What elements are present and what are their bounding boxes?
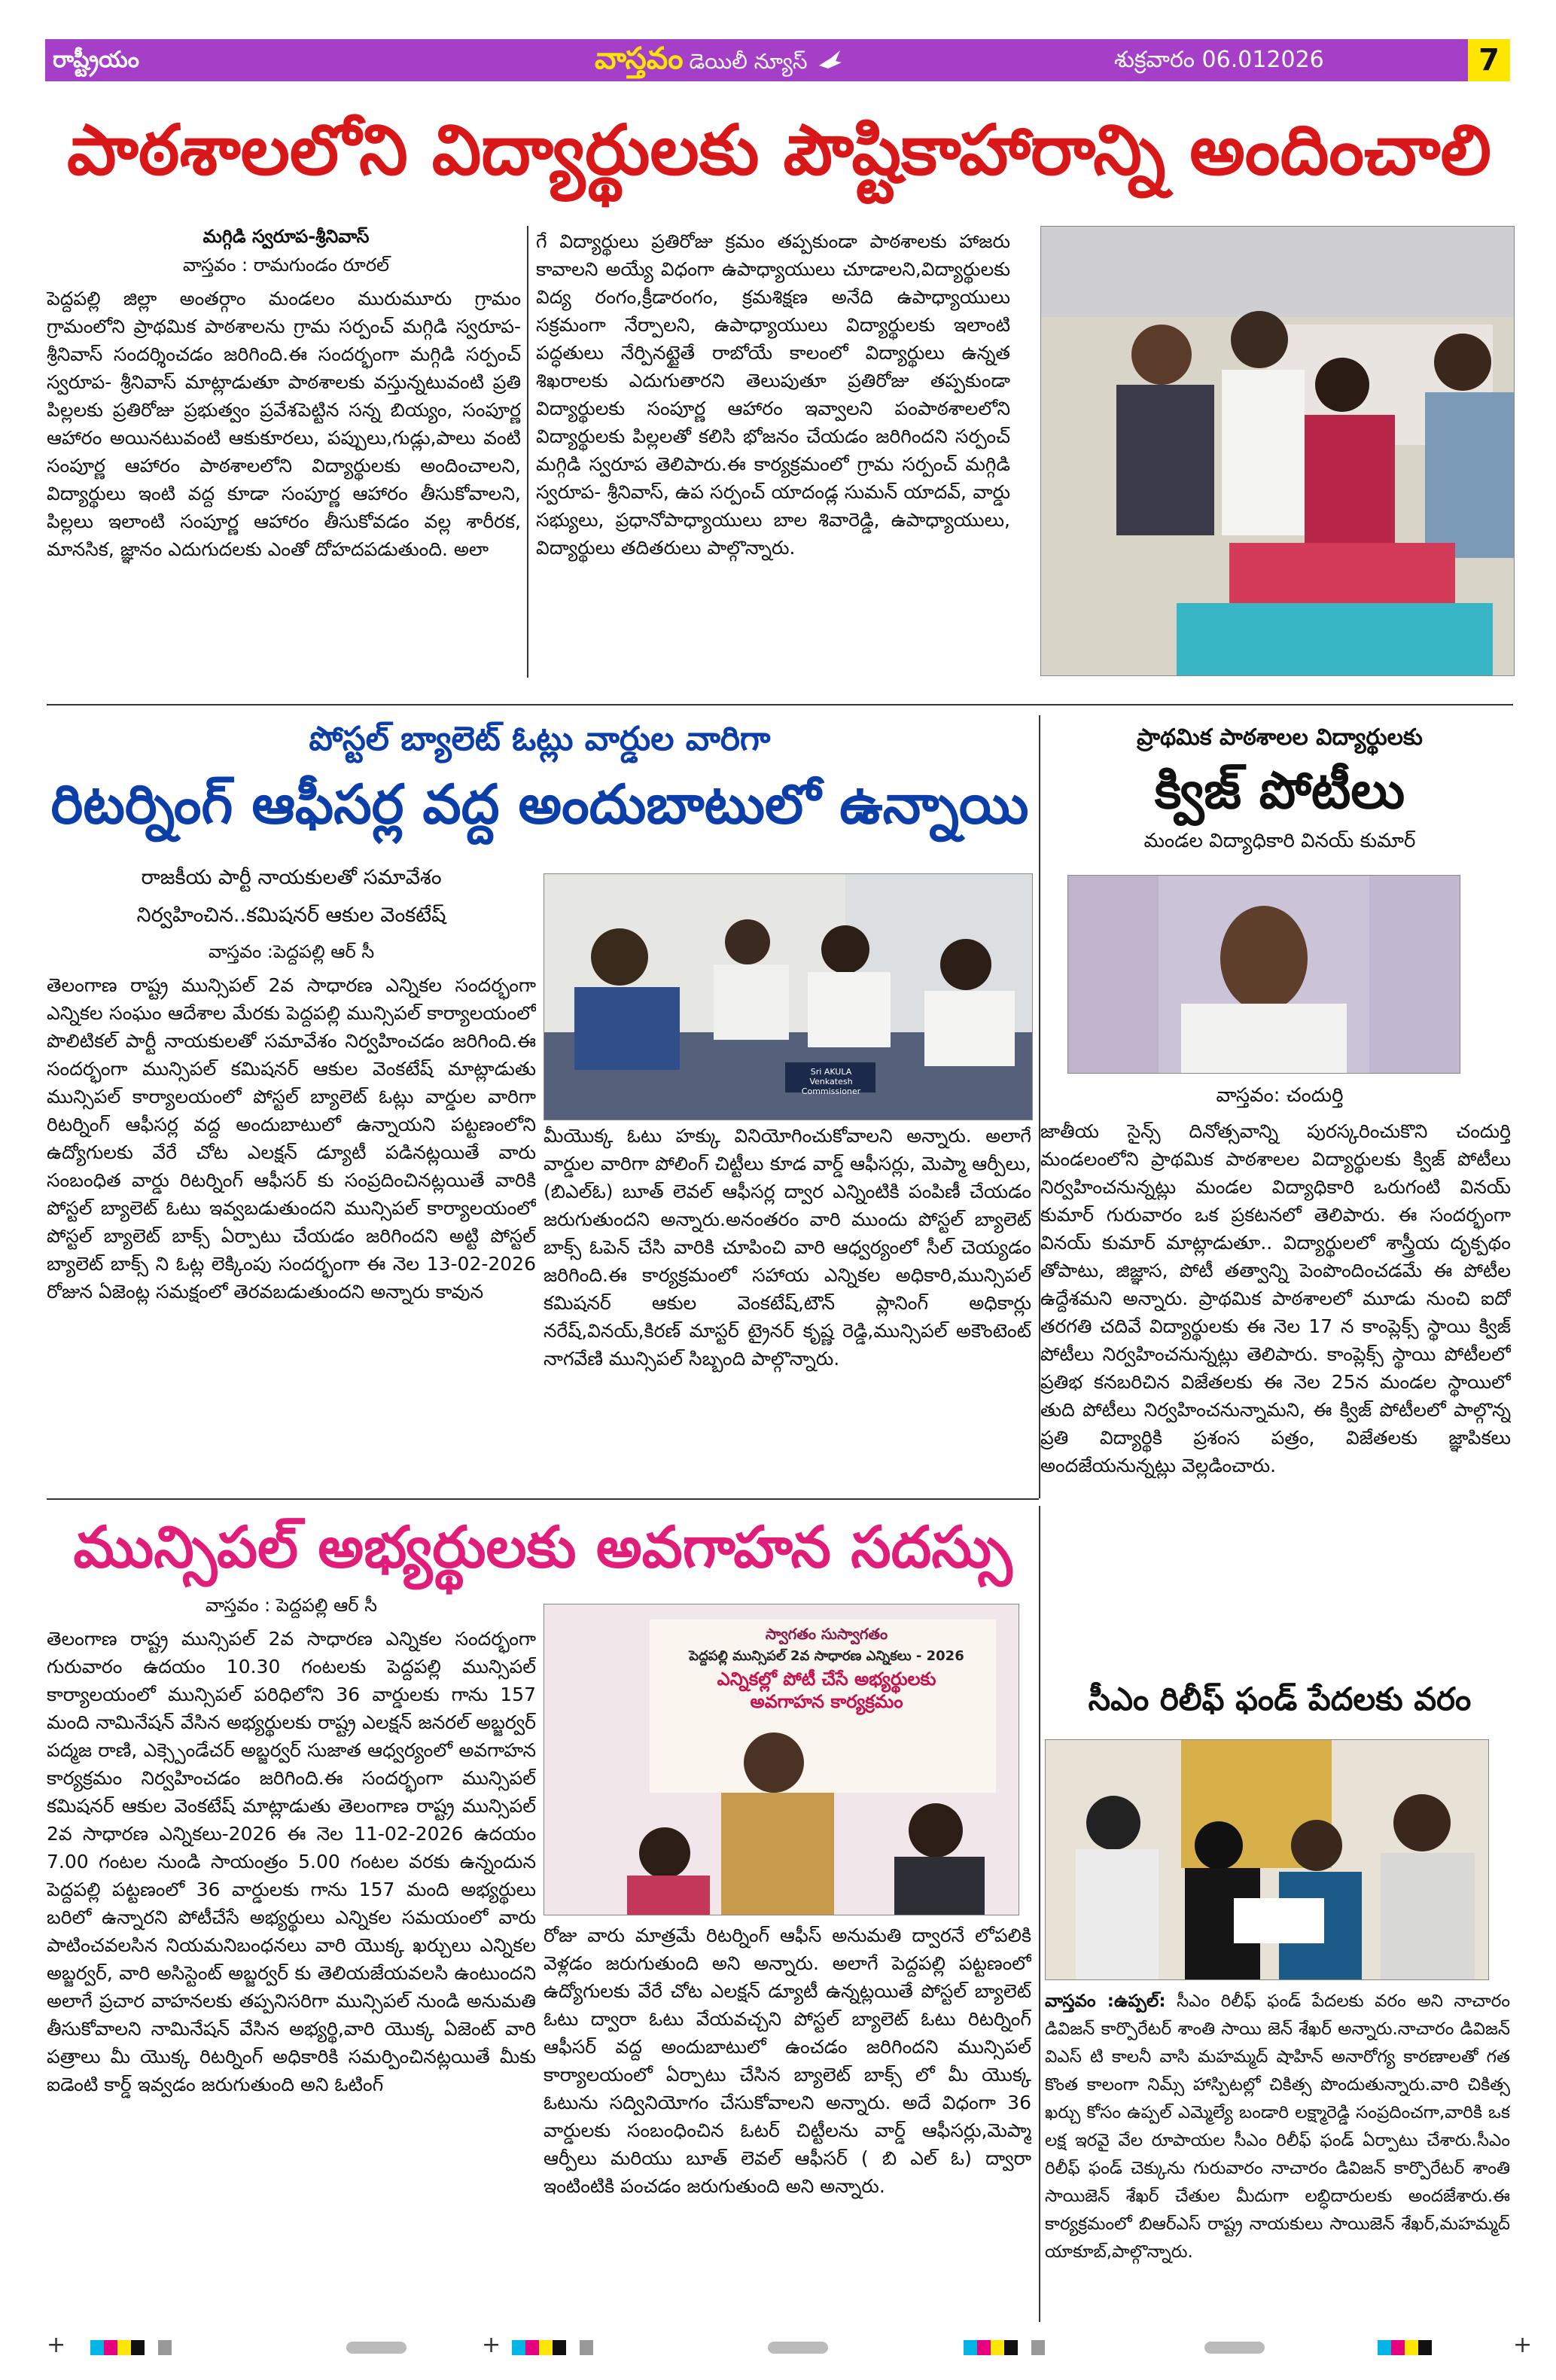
masthead-sub: డెయిలీ న్యూస్ <box>689 49 808 74</box>
masthead-title: వాస్తవం <box>595 41 684 76</box>
story3-body: జాతీయ సైన్స్ దినోత్సవాన్ని పురస్కరించుకొని చందుర్తి మండలంలోని ప్రాథమిక పాఠశాలల విద్యార్థులకు క్విజ్ పోటీలు నిర్వహించనున్నట్లు మండల విద్యాధికారి ఒరుగంటి వినయ్ కుమార్ గురువారం ఒక ప్రకటనలో తెలిపారు. ఈ సందర్భంగా వినయ్ కుమార్ మాట్లాడుతూ.. విద్యార్థులలో శాస్త్రీయ దృక్పథం తోపాటు, జిజ్ఞాస, పోటీ తత్వాన్ని పెంపొందించడమే ఈ పోటీల ఉద్దేశమని అన్నారు. ప్రాథమిక పాఠశాలలో మూడు నుంచి ఐదో తరగతి చదివే విద్యార్థులకు ఈ నెల 17 న కాంప్లెక్స్ స్థాయి క్విజ్ పోటీలు నిర్వహించనున్నట్లు తెలిపారు. కాంప్లెక్స్ స్థాయి పోటీలలో ప్రతిభ కనబరిచిన విజేతలకు ఈ నెల 25న మండల స్థాయిలో తుది పోటీలు నిర్వహించనున్నామని, ఈ క్విజ్ పోటీలలో పాల్గొన్న ప్రతి విద్యార్థికి ప్రశంస పత్రం, విజేతలకు జ్ఞాపికలు అందజేయనున్నట్లు వెల్లడించారు. <box>1040 1120 1511 1476</box>
color-bar <box>964 2340 1045 2355</box>
story3-dateline: వాస్తవం: చందుర్తి <box>1216 1084 1344 1107</box>
story4-col1: తెలంగాణ రాష్ట్ర మున్సిపల్ 2వ సాధారణ ఎన్నికల సందర్భంగా గురువారం ఉదయం 10.30 గంటలకు పెద్దపల్లి మున్సిపల్ కార్యాలయంలో మున్సిపల్ పరిధిలోని 36 వార్డులకు గాను 157 మంది నామినేషన్ వేసిన అభ్యర్థులకు రాష్ట్ర ఎలక్షన్ జనరల్ అబ్జర్వర్ పద్మజ రాణి, ఎక్స్పెండేచర్ అబ్జర్వర్ సుజాత ఆధ్వర్యంలో అవగాహన కార్యక్రమం నిర్వహించడం జరిగింది.ఈ సందర్భంగా మున్సిపల్ కమిషనర్ ఆకుల వెంకటేష్ మాట్లాడుతు తెలంగాణ రాష్ట్ర మున్సిపల్ 2వ సాధారణ ఎన్నికలు-2026 ఈ నెల 11-02-2026 ఉదయం 7.00 గంటల నుండి సాయంత్రం 5.00 గంటల వరకు ఉన్నందున పెద్దపల్లి పట్టణంలో 36 వార్డులకు గాను 157 మంది అభ్యర్థులు బరిలో ఉన్నారని పోటీచేసే అభ్యర్థులు ఎన్నికల సమయంలో వారు పాటించవలసిన నియమనిబంధనలు వారి యొక్క ఖర్చులు ఎన్నికల అబ్జర్వర్, వారి అసిస్టెంట్ అబ్జర్వర్ కు తెలియజేయవలసి ఉంటుందని అలాగే ప్రచార వాహనలకు తప్పనిసరిగా మున్సిపల్ నుండి అనుమతి తీసుకోవాలని నామినేషన్ వేసిన అభ్యర్థి,వారి యొక్క ఏజెంట్ వారి పత్రాలు మీ యొక్క రిటర్నింగ్ అధికారికి సమర్పించినట్లయితే మీకు ఐడెంటి కార్డ్ ఇవ్వడం జరుగుతుంది అని ఓటింగ్ <box>47 1628 536 2095</box>
story2-dateline: వాస్తవం :పెద్దపల్లి ఆర్ సీ <box>208 941 375 962</box>
story2-photo <box>544 873 1033 1120</box>
story2-subhead2: నిర్వహించిన..కమిషనర్ ఆకుల వెంకటేష్ <box>136 904 446 927</box>
cheque-handover-photo-icon <box>1046 1740 1488 1979</box>
photo-banner-line2: పెద్దపల్లి మున్సిపల్ 2వ సాధారణ ఎన్నికలు - 2026 <box>689 1648 964 1664</box>
story5-photo <box>1045 1739 1489 1980</box>
story4-dateline: వాస్తవం : పెద్దపల్లి ఆర్ సీ <box>206 1595 377 1616</box>
registration-mark <box>1204 2342 1265 2354</box>
story1-col2: గే విద్యార్థులు ప్రతిరోజు క్రమం తప్పకుండా పాఠశాలకు హాజరు కావాలని అయ్యే విధంగా ఉపాధ్యాయులు చూడాలని,విద్యార్థులకు విద్య రంగం,క్రీడారంగం, క్రమశిక్షణ అనేది ఉపాధ్యాయులు సక్రమంగా నేర్పాలని, ఉపాధ్యాయులు విద్యార్థులకు ఇలాంటి పద్ధతులు నేర్పినట్టైతే రాబోయే కాలంలో విద్యార్థులు ఉన్నత శిఖరాలకు ఎదుగుతారని తెలుపుతూ ప్రతిరోజు తప్పకుండా విద్యార్థులకు సంపూర్ణ ఆహారం ఇవ్వాలని పంపాఠశాలలోని విద్యార్థులకు పిల్లలతో కలిసి భోజనం చేయడం జరిగిందని సర్పంచ్ మగ్గిడి స్వరూప తెలిపారు.ఈ కార్యక్రమంలో గ్రామ సర్పంచ్ మగ్గిడి స్వరూప- శ్రీనివాస్, ఉప సర్పంచ్ యాదండ్ల సుమన్ యాదవ్, వార్డు సభ్యులు, ప్రధానోపాధ్యాయులు బాల శివారెడ్డి, ఉపాధ్యాయులు, విద్యార్థులు తదితరులు పాల్గొన్నారు. <box>536 230 1010 559</box>
nameplate-name: Sri AKULA Venkatesh <box>809 1067 853 1086</box>
registration-mark: + <box>1513 2332 1533 2358</box>
issue-date: శుక్రవారం 06.012026 <box>1114 47 1324 73</box>
story2-col2: మీయొక్క ఓటు హక్కు వినియోగించుకోవాలని అన్నారు. అలాగే వార్డుల వారిగా పోలింగ్ చిట్టీలు కూడ వార్డ్ ఆఫీసర్లు, మెప్మా ఆర్పీలు,(బిఎల్ఓ) బూత్ లెవల్ ఆఫీసర్ల ద్వార ఎన్నింటికి పంపిణీ చేయడం జరుగుతుందని అన్నారు.అనంతరం వారి ముందు పోస్టల్ బ్యాలెట్ బాక్స్ ఓపెన్ చేసి వారికి చూపించి వారి ఆధ్వర్యంలో సీల్ చెయ్యడం జరిగింది.ఈ కార్యక్రమంలో సహాయ ఎన్నికల అధికారి,మున్సిపల్ కమిషనర్ ఆకుల వెంకటేష్,టౌన్ ప్లానింగ్ అధికార్లు నరేష్,వినయ్,కిరణ్ మాస్టర్ ట్రైనర్ కృష్ణ రెడ్డి,మున్సిపల్ అకౌంటెంట్ నాగవేణి మున్సిపల్ సిబ్బంది పాల్గొన్నారు. <box>544 1125 1031 1370</box>
story1-headline: పాఠశాలలోని విద్యార్థులకు పౌష్టికాహారాన్ని అందించాలి <box>67 110 1491 190</box>
story2-headline: రిటర్నింగ్ ఆఫీసర్ల వద్ద అందుబాటులో ఉన్నాయి <box>50 773 1029 836</box>
story1-photo <box>1040 226 1515 676</box>
registration-mark <box>768 2342 828 2354</box>
story5-headline: సీఎం రిలీఫ్ ఫండ్ పేదలకు వరం <box>1088 1681 1472 1717</box>
bird-icon <box>818 49 843 72</box>
story1-author: మగ్గిడి స్వరూప-శ్రీనివాస్ <box>202 226 370 247</box>
story5-body <box>1045 1988 1510 2322</box>
story3-subhead: మండల విద్యాధికారి వినయ్ కుమార్ <box>1143 830 1416 852</box>
color-bar <box>512 2340 593 2355</box>
meeting-photo-icon <box>544 874 1032 1120</box>
story3-kicker: ప్రాథమిక పాఠశాలల విద్యార్థులకు <box>1137 724 1423 751</box>
page-number: 7 <box>1468 39 1510 81</box>
color-bar <box>1378 2340 1432 2355</box>
story4-col2: రోజు వారు మాత్రమే రిటర్నింగ్ ఆఫీస్ అనుమతి ద్వారనే లోపలికి వెళ్లడం జరుగుతుంది అని అన్నారు. అలాగే పెద్దపల్లి పట్టణంలో ఉద్యోగులకు వేరే చోట ఎలక్షన్ డ్యూటీ ఉన్నట్లయితే పోస్టల్ బ్యాలెట్ ఓటు ద్వారా ఓటు వేయవచ్చని పోస్టల్ బ్యాలెట్ ఓటు రిటర్నింగ్ ఆఫీసర్ వద్ద అందుబాటులో ఉంచడం జరిగిందని మున్సిపల్ కార్యాలయంలో ఏర్పాటు చేసిన బ్యాలెట్ బాక్స్ లో మీ యొక్క ఓటును సద్వినియోగం చేసుకోవాలని అన్నారు. అదే విధంగా 36 వార్డులకు సంబంధించిన ఓటర్ చిట్టీలను వార్డ్ ఆఫీసర్లు,మెప్మా ఆర్పీలు మరియు బూత్ లెవల్ ఆఫీసర్ ( బి ఎల్ ఓ) ద్వారా ఇంటింటికి పంచడం జరుగుతుంది అని అన్నారు. <box>544 1924 1031 2197</box>
photo-banner-line4: అవగాహన కార్యక్రమం <box>750 1691 903 1712</box>
section-divider <box>47 1498 1039 1500</box>
column-divider <box>1039 1506 1040 2322</box>
registration-mark: + <box>482 2332 501 2358</box>
color-bar <box>90 2340 172 2355</box>
nameplate-role: Commissioner <box>801 1086 861 1096</box>
column-divider <box>527 226 528 678</box>
section-divider <box>47 704 1513 705</box>
story5-dateline: వాస్తవం :ఉప్పల్: <box>1045 1991 1166 2011</box>
photo-banner <box>657 1623 996 1713</box>
registration-mark <box>346 2342 407 2354</box>
story4-headline: మున్సిపల్ అభ్యర్థులకు అవగాహన సదస్సు <box>73 1513 1012 1580</box>
story1-dateline: వాస్తవం : రామగుండం రూరల్ <box>182 254 390 276</box>
story5-text: సీఎం రిలీఫ్ ఫండ్ పేదలకు వరం అని నాచారం డివిజన్ కార్పొరేటర్ శాంతి సాయి జెన్ శేఖర్ అన్నారు.నాచారం డివిజన్ విఎస్ టి కాలనీ వాసి మహమ్మద్ షాహిన్ అనారోగ్య కారణాలతో గత కొంత కాలంగా నిమ్స్ హాస్పిటల్లో చికిత్స పొందుతున్నారు.వారి చికిత్స ఖర్చు కోసం ఉప్పల్ ఎమ్మెల్యే బండారి లక్ష్మారెడ్డి సంప్రదించగా,వారికి ఒక లక్ష ఇరవై వేల రూపాయల సీఎం రిలీఫ్ ఫండ్ ఏర్పాటు చేశారు.సీఎం రిలీఫ్ ఫండ్ చెక్కును గురువారం నాచారం డివిజన్ కార్పొరేటర్ శాంతి సాయిజెన్ శేఖర్ చేతుల మీదుగా లబ్ధిదారులకు అందజేశారు.ఈ కార్యక్రమంలో బిఆర్ఎస్ రాష్ట్ర నాయకులు సాయిజెన్ శేఖర్,మహమ్మద్ యాకూబ్,పాల్గొన్నారు. <box>1045 1991 1510 2262</box>
story3-headline: క్విజ్ పోటీలు <box>1154 761 1405 821</box>
story1-col1: పెద్దపల్లి జిల్లా అంతర్గాం మండలం మురుమూరు గ్రామం గ్రామంలోని ప్రాథమిక పాఠశాలను గ్రామ సర్పంచ్ మగ్గిడి స్వరూప- శ్రీనివాస్ సందర్శించడం జరిగింది.ఈ సందర్భంగా మగ్గిడి సర్పంచ్ స్వరూప- శ్రీనివాస్ మాట్లాడుతూ పాఠశాలకు వస్తున్నటువంటి ప్రతి పిల్లలకు ప్రతిరోజు ప్రభుత్వం ప్రవేశపెట్టిన సన్న బియ్యం, సంపూర్ణ ఆహారం అయినటువంటి ఆకుకూరలు, పప్పులు,గుడ్లు,పాలు వంటి సంపూర్ణ ఆహారం పాఠశాలలోని విద్యార్థులకు అందించాలని, విద్యార్థులు ఇంటి వద్ద కూడా సంపూర్ణ ఆహారం తీసుకోవాలని, పిల్లలు ఇలాంటి సంపూర్ణ ఆహారం తీసుకోవడం వల్ల శారీరక, మానసిక, జ్ఞానం ఎదుగుదలకు ఎంతో దోహదపడుతుంది. అలా <box>47 288 521 560</box>
story2-subhead1: రాజకీయ పార్టీ నాయకులతో సమావేశం <box>141 866 442 889</box>
photo-banner-line3: ఎన్నికల్లో పోటీ చేసే అభ్యర్థులకు <box>717 1668 936 1690</box>
story2-col1: తెలంగాణ రాష్ట్ర మున్సిపల్ 2వ సాధారణ ఎన్నికల సందర్భంగా ఎన్నికల సంఘం ఆదేశాల మేరకు పెద్దపల్లి మున్సిపల్ కార్యాలయంలో పొలిటికల్ పార్టీ నాయకులతో సమావేశం నిర్వహించడం జరిగింది.ఈ సందర్భంగా మున్సిపల్ కమిషనర్ ఆకుల వెంకటేష్ మాట్లాడుతు మున్సిపల్ కార్యాలయంలో పోస్టల్ బ్యాలెట్ ఓట్లు వార్డుల వారిగా రిటర్నింగ్ ఆఫీసర్ల వద్ద అందుబాటులో ఉన్నాయని పట్టణంలోని ఉద్యోగులకు వేరే చోట ఎలక్షన్ డ్యూటీ పడినట్లయితే వారు సంబంధిత వార్డు రిటర్నింగ్ ఆఫీసర్ కు సంప్రదించినట్లయితే వారికి పోస్టల్ బ్యాలెట్ ఓటు ఇవ్వబడుతుందని మున్సిపల్ కార్యాలయంలో పోస్టల్ బ్యాలెట్ బాక్స్ ఏర్పాటు చేయడం జరిగిందని అట్టి పోస్టల్ బ్యాలెట్ బాక్స్ ని ఓట్ల లెక్కింపు సందర్భంగా ఈ నెల 13-02-2026 రోజున ఏజెంట్ల సమక్షంలో తెరవబడుతుందని అన్నారు కావున <box>47 974 536 1303</box>
story2-kicker: పోస్టల్ బ్యాలెట్ ఓట్లు వార్డుల వారిగా <box>309 720 771 758</box>
nameplate <box>790 1067 872 1096</box>
registration-mark: + <box>47 2332 66 2358</box>
story3-photo <box>1067 875 1460 1074</box>
photo-banner-top: స్వాగతం సుస్వాగతం <box>765 1625 888 1643</box>
masthead <box>595 38 843 83</box>
story4-photo <box>544 1604 1019 1915</box>
portrait-photo-icon <box>1068 876 1460 1073</box>
section-label: రాష్ట్రీయం <box>53 47 139 73</box>
group-photo-icon <box>1041 227 1514 675</box>
